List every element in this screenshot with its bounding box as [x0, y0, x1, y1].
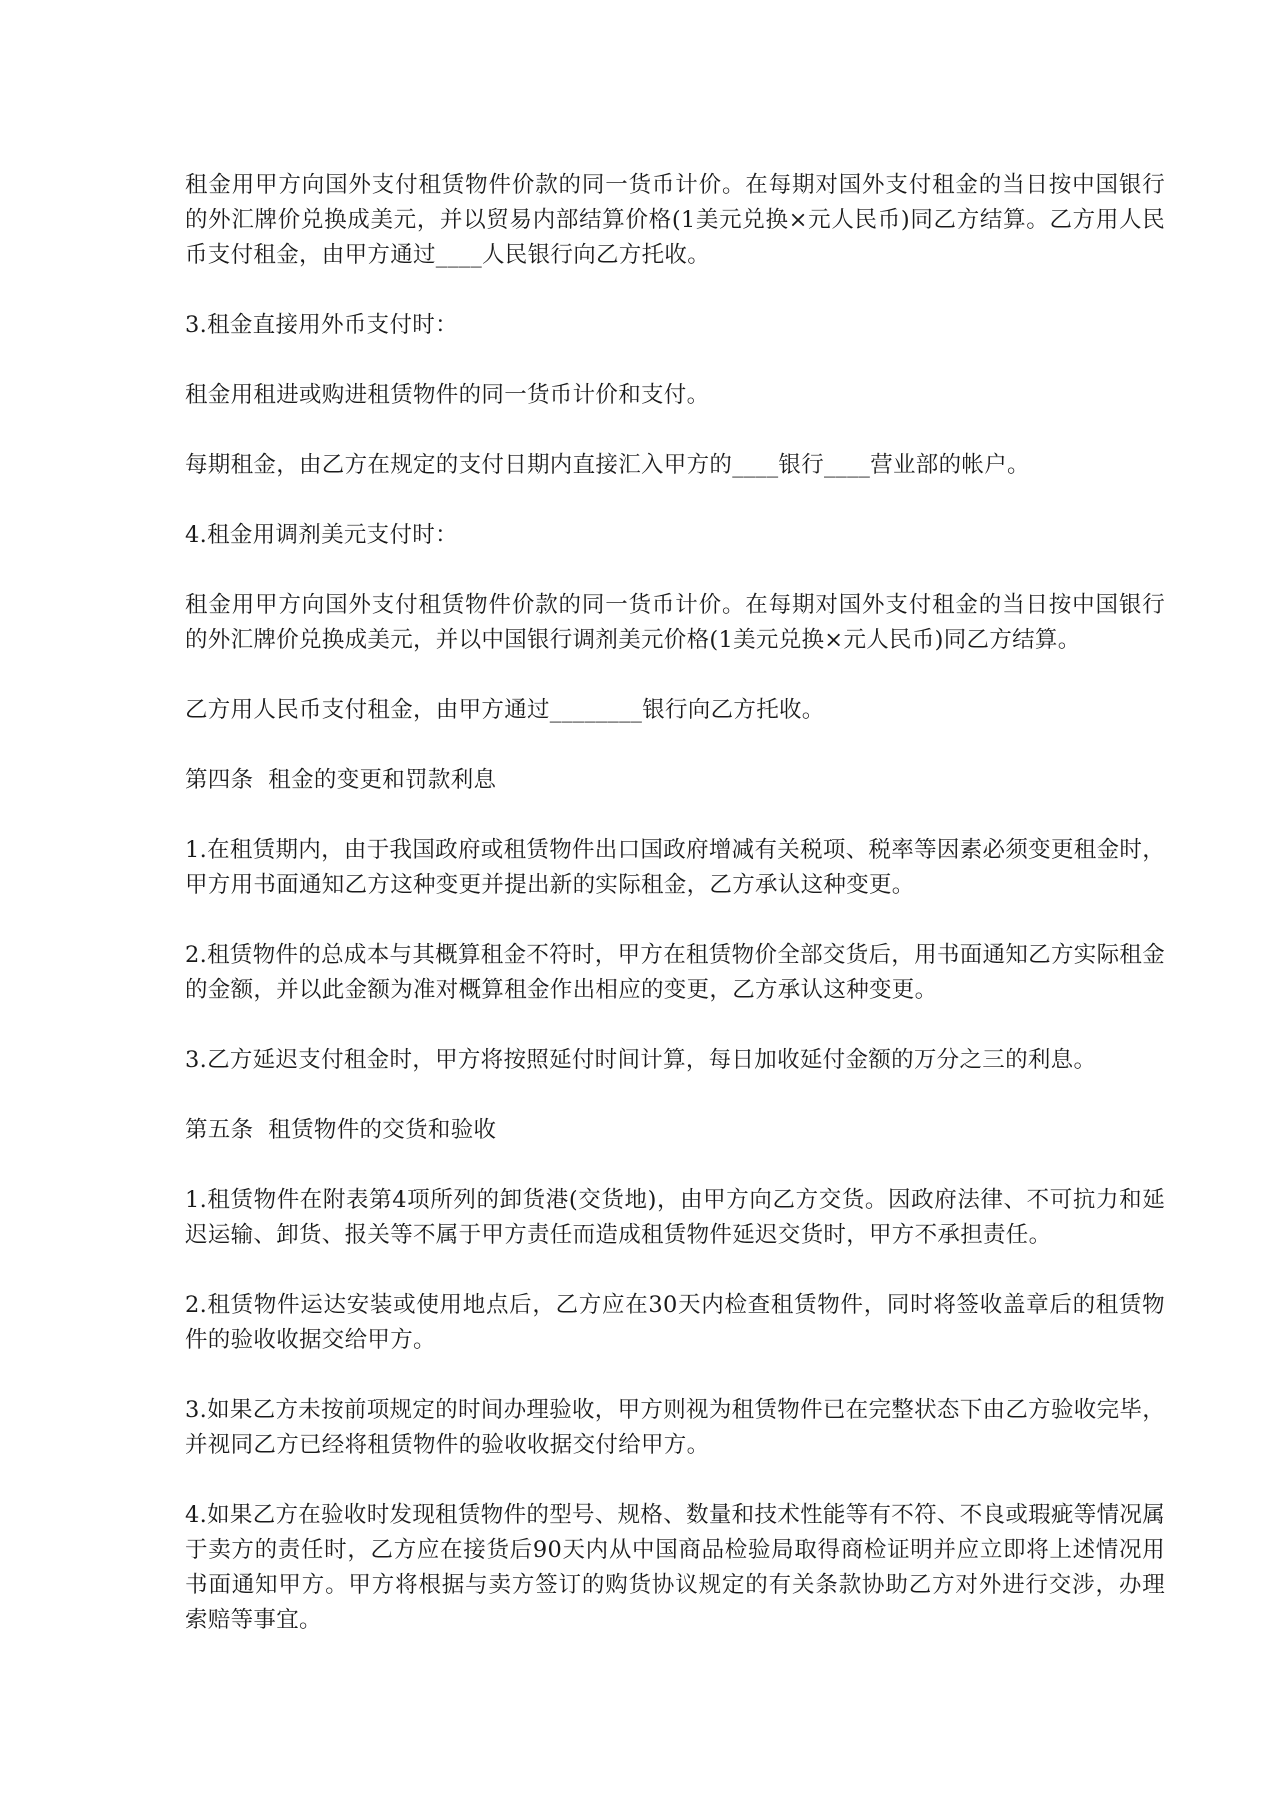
paragraph-late-interest: 3.乙方延迟支付租金时，甲方将按照延付时间计算，每日加收延付金额的万分之三的利息。 — [185, 1047, 1097, 1073]
paragraph-foreign-currency-heading: 3.租金直接用外币支付时： — [185, 312, 458, 338]
paragraph-defect-claims: 4.如果乙方在验收时发现租赁物件的型号、规格、数量和技术性能等有不符、不良或瑕疵等情况属于卖方的责任时，乙方应在接货后90天内从中国商品检验局取得商检证明并应立即将上述情况用书面通知甲方。甲方将根据与卖方签订的购货协议规定的有关条款协助乙方对外进行交涉，办理索赔等事宜。 — [185, 1502, 1165, 1633]
article-five-title: 第五条 租赁物件的交货和验收 — [185, 1117, 497, 1143]
article-four-title: 第四条 租金的变更和罚款利息 — [185, 767, 497, 793]
paragraph-inspection: 2.租赁物件运达安装或使用地点后，乙方应在30天内检查租赁物件，同时将签收盖章后的租赁物件的验收收据交给甲方。 — [185, 1292, 1165, 1353]
paragraph-deemed-acceptance: 3.如果乙方未按前项规定的时间办理验收，甲方则视为租赁物件已在完整状态下由乙方验收完毕，并视同乙方已经将租赁物件的验收收据交付给甲方。 — [185, 1397, 1165, 1458]
paragraph-swap-usd-pricing: 租金用甲方向国外支付租赁物件价款的同一货币计价。在每期对国外支付租金的当日按中国银行的外汇牌价兑换成美元，并以中国银行调剂美元价格(1美元兑换×元人民币)同乙方结算。 — [185, 592, 1165, 653]
paragraph-foreign-currency-pricing: 租金用租进或购进租赁物件的同一货币计价和支付。 — [185, 382, 710, 408]
document-page — [185, 168, 1165, 1673]
paragraph-swap-usd-heading: 4.租金用调剂美元支付时： — [185, 522, 458, 548]
paragraph-rent-change-tax: 1.在租赁期内，由于我国政府或租赁物件出口国政府增减有关税项、税率等因素必须变更租金时，甲方用书面通知乙方这种变更并提出新的实际租金，乙方承认这种变更。 — [185, 837, 1165, 898]
paragraph-delivery: 1.租赁物件在附表第4项所列的卸货港(交货地)，由甲方向乙方交货。因政府法律、不可抗力和延迟运输、卸货、报关等不属于甲方责任而造成租赁物件延迟交货时，甲方不承担责任。 — [185, 1187, 1165, 1248]
paragraph-rent-change-cost: 2.租赁物件的总成本与其概算租金不符时，甲方在租赁物价全部交货后，用书面通知乙方实际租金的金额，并以此金额为准对概算租金作出相应的变更，乙方承认这种变更。 — [185, 942, 1165, 1003]
paragraph-rmb-collection: 乙方用人民币支付租金，由甲方通过________银行向乙方托收。 — [185, 697, 825, 723]
paragraph-remittance-account: 每期租金，由乙方在规定的支付日期内直接汇入甲方的____银行____营业部的帐户。 — [185, 452, 1030, 478]
paragraph-rent-currency-trade: 租金用甲方向国外支付租赁物件价款的同一货币计价。在每期对国外支付租金的当日按中国银行的外汇牌价兑换成美元，并以贸易内部结算价格(1美元兑换×元人民币)同乙方结算。乙方用人民币支付租金，由甲方通过____人民银行向乙方托收。 — [185, 172, 1165, 268]
